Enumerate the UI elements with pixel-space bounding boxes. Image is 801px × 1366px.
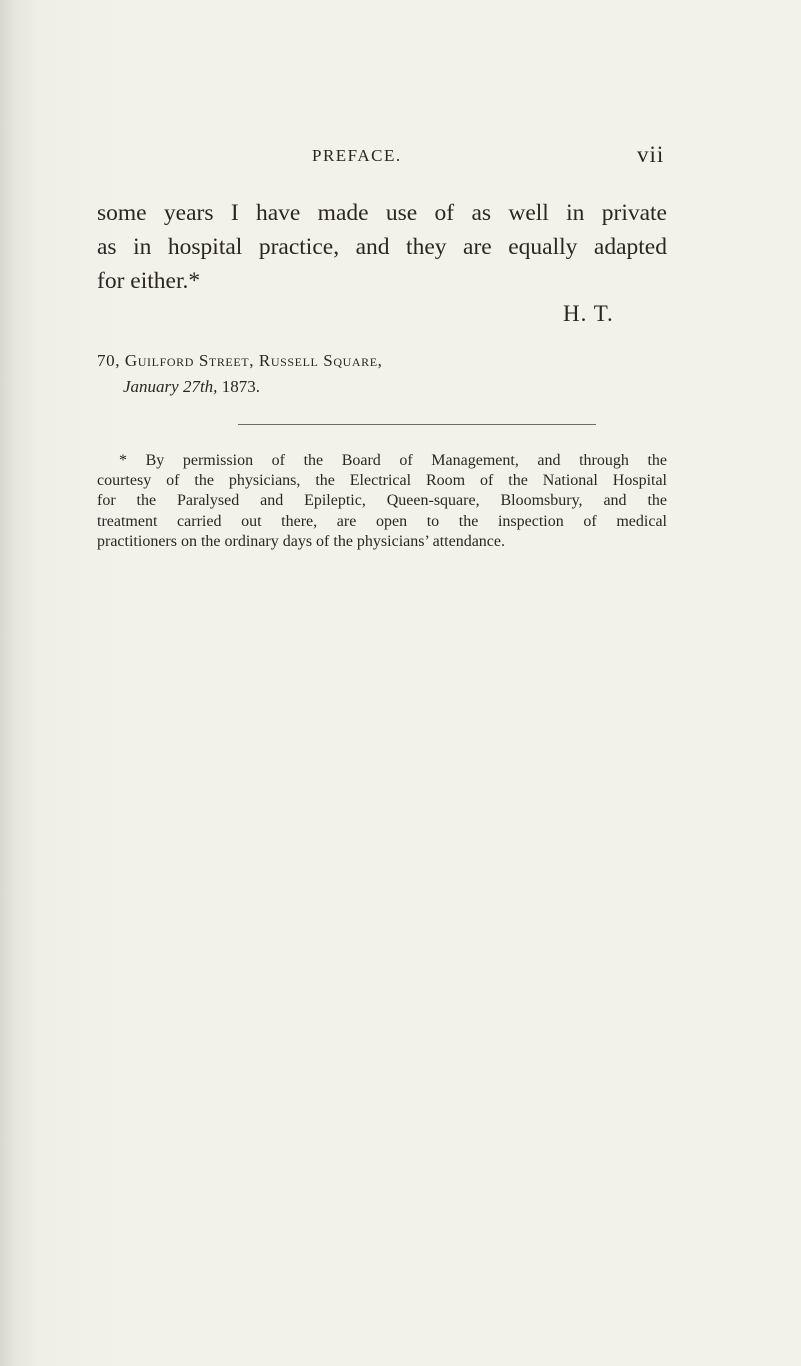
author-initials: H. T. [563,301,614,326]
body-line: some years I have made use of as well in private [97,200,667,226]
footnote-line: treatment carried out there, are open to the inspection of medical [97,512,667,530]
footnote-line: * By permission of the Board of Management, and through the [119,452,667,469]
address-line: 70, Guilford Street, Russell Square, [97,351,383,370]
footnote-line: for the Paralysed and Epileptic, Queen-square, Bloomsbury, and the [97,492,667,510]
footnote-line: practitioners on the ordinary days of the physicians’ attendance. [97,532,506,550]
body-line: for either.* [97,268,201,294]
date-year: 1873. [221,377,260,396]
footnote-line: courtesy of the physicians, the Electrical Room of the National Hospital [97,472,667,490]
date-line [123,377,260,397]
date-month-day: January 27th, [123,377,218,396]
footnote [97,451,667,552]
body-paragraph [97,196,667,298]
footnote-rule [238,424,596,425]
body-line: as in hospital practice, and they are equally adapted [97,234,667,260]
running-title: PREFACE. [312,146,402,165]
page-number: vii [637,142,665,167]
running-head [0,142,801,170]
